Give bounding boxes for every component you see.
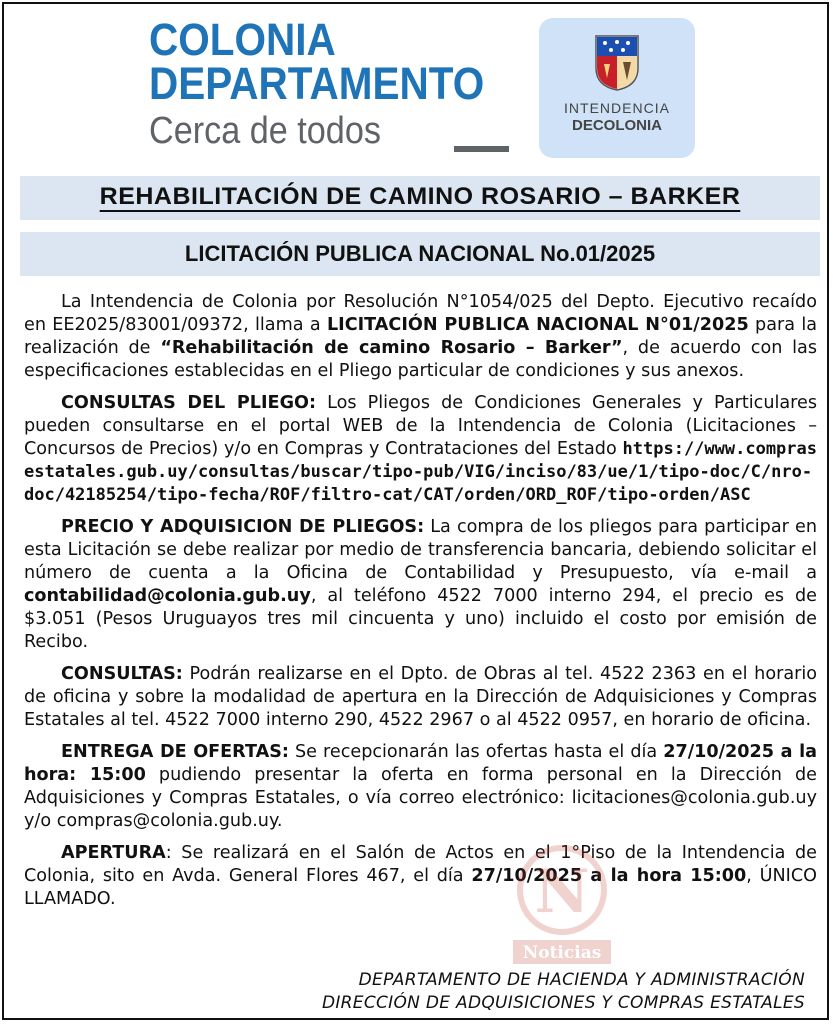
body-text [24, 291, 817, 920]
intendencia-logo [539, 18, 695, 158]
intro-text-2: para la realización de [24, 315, 817, 358]
entrega-label: ENTREGA DE OFERTAS: [61, 742, 289, 762]
footer-line-1: DEPARTAMENTO DE HACIENDA Y ADMINISTRACIÓN [358, 970, 805, 990]
intro-bold-2: “Rehabilitación de camino Rosario – Barker” [160, 338, 623, 358]
title-banner [20, 176, 820, 220]
brand-underline [454, 146, 509, 152]
precio-text-1: La compra de los pliegos para participar en esta Licitación se debe realizar por medio de transferencia bancaria, debiendo solicitar el número de cuenta a la Oficina de Contabilidad y Presupuesto, vía e-mail a [24, 517, 817, 583]
page-frame [2, 2, 829, 1020]
subtitle-banner [20, 232, 820, 276]
comprasestatales-link[interactable]: https://www.comprasestatales.gub.uy/consultas/buscar/tipo-pub/VIG/inciso/83/ue/1/tipo-doc/C/nro-doc/42185254/tipo-fecha/ROF/filtro-cat/CAT/orden/ORD_ROF/tipo-orden/ASC [24, 439, 817, 505]
precio-text-2: , al teléfono 4522 7000 interno 294, el precio es de $3.051 (Pesos Uruguayos tres mil cincuenta y uno) incluido el costo por emisión de Recibo. [24, 586, 817, 652]
logo-text-line-1: INTENDENCIA [564, 100, 670, 116]
brand-line-2: DEPARTAMENTO [149, 58, 485, 109]
paragraph-consultas [24, 663, 817, 732]
paragraph-entrega [24, 741, 817, 833]
entrega-text-2: pudiendo presentar la oferta en forma personal en la Dirección de Adquisiciones y Compras Estatales, o vía correo electrónico: licitaciones@colonia.gub.uy y/o compras@colonia.gub.uy. [24, 765, 818, 831]
contabilidad-email[interactable]: contabilidad@colonia.gub.uy [24, 586, 311, 606]
intro-text-3: , de acuerdo con las especificaciones establecidas en el Pliego particular de condiciones y sus anexos. [24, 338, 817, 381]
paragraph-consultas-pliego [24, 392, 817, 507]
intro-bold-1: LICITACIÓN PUBLICA NACIONAL N°01/2025 [326, 315, 749, 335]
consultas-pliego-text: Los Pliegos de Condiciones Generales y Particulares pueden consultarse en el portal WEB de la Intendencia de Colonia (Licitaciones – Concursos de Precios) y/o en Compras y Contrataciones del Estado [24, 393, 817, 459]
precio-label: PRECIO Y ADQUISICION DE PLIEGOS: [61, 517, 425, 537]
entrega-text-1: Se recepcionarán las ofertas hasta el día [288, 742, 664, 762]
paragraph-precio [24, 516, 817, 654]
document-subtitle: LICITACIÓN PUBLICA NACIONAL No.01/2025 [184, 241, 656, 266]
footer-signature [322, 969, 805, 1015]
brand-logo [149, 14, 522, 154]
entrega-deadline: 27/10/2025 a la hora: 15:00 [24, 742, 817, 785]
footer-line-2: DIRECCIÓN DE ADQUISICIONES Y COMPRAS ESTATALES [321, 993, 805, 1013]
brand-slogan: Cerca de todos [149, 110, 381, 152]
watermark-letter: N [534, 857, 590, 927]
paragraph-apertura [24, 842, 817, 911]
noticias-watermark [507, 842, 617, 967]
consultas-text: Podrán realizarse en el Dpto. de Obras al tel. 4522 2363 en el horario de oficina y sobre la modalidad de apertura en la Dirección de Adquisiciones y Compras Estatales al tel. 4522 7000 interno 290, 4522 2967 o al 4522 0957, en horario de oficina. [24, 664, 817, 730]
logo-text-line-2: DECOLONIA [572, 117, 662, 134]
apertura-label: APERTURA [61, 843, 166, 863]
header [4, 4, 827, 174]
apertura-text-2: , ÚNICO LLAMADO. [24, 866, 818, 909]
watermark-text: Noticias [522, 943, 602, 963]
intro-text-1: La Intendencia de Colonia por Resolución N°1054/025 del Depto. Ejecutivo recaído en EE2025/83001/09372, llama a [24, 292, 817, 335]
apertura-date: 27/10/2025 a la hora 15:00 [471, 866, 747, 886]
consultas-label: CONSULTAS: [61, 664, 183, 684]
brand-line-1: COLONIA [149, 14, 336, 65]
consultas-pliego-label: CONSULTAS DEL PLIEGO: [61, 393, 317, 413]
paragraph-intro [24, 291, 817, 383]
document-title: REHABILITACIÓN DE CAMINO ROSARIO – BARKER [99, 183, 741, 210]
apertura-text-1: : Se realizará en el Salón de Actos en el 1°Piso de la Intendencia de Colonia, sito en Avda. General Flores 467, el día [24, 843, 817, 886]
coat-of-arms-icon [594, 34, 640, 92]
